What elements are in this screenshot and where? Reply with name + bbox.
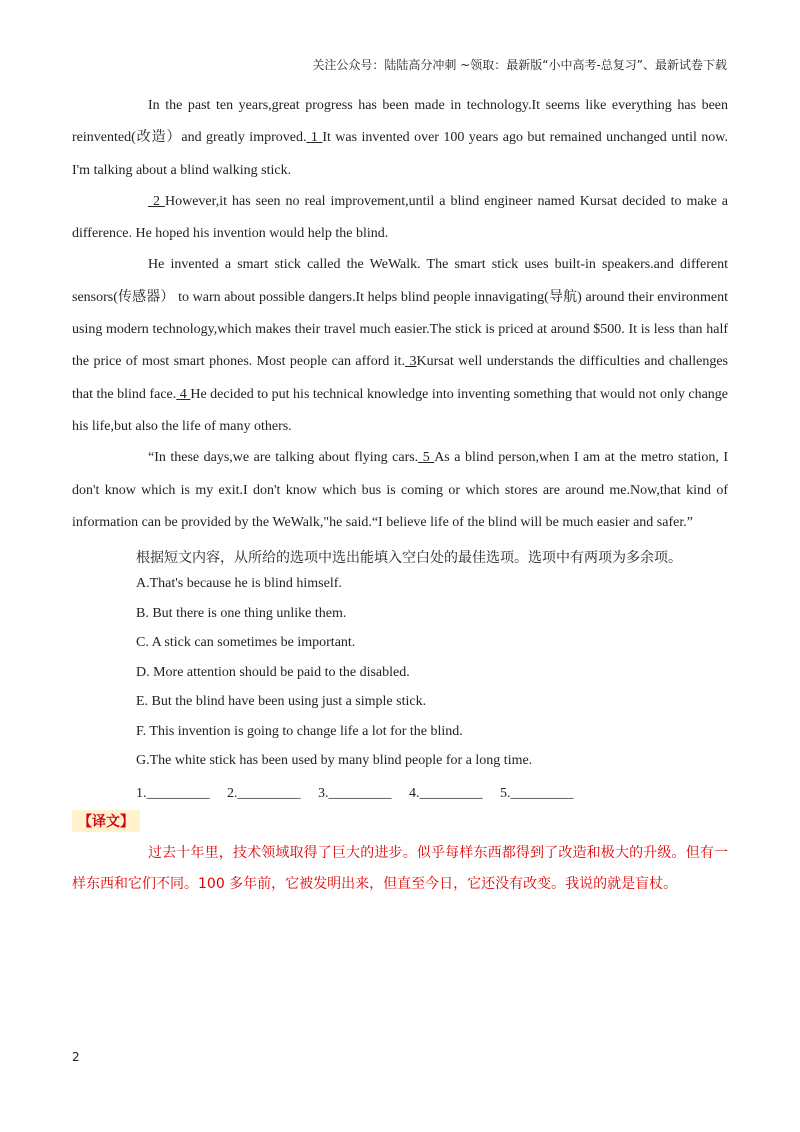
answer-blanks [72,779,728,808]
blank-5: 5 [422,450,430,466]
option-c: C. A stick can sometimes be important. [136,635,356,651]
answer-blank-3[interactable]: 3._________ [318,785,392,801]
option-a: A.That's because he is blind himself. [136,576,342,592]
options-list [72,569,728,776]
page-number: 2 [72,1050,80,1064]
p3-text-b: Kursat well understands the difficulties and challenges that the blind face. [72,354,729,402]
option-d: D. More attention should be paid to the disabled. [136,664,410,680]
paragraph-4 [72,442,728,539]
blank-1: 1 [310,130,318,146]
document-body [72,90,728,900]
option-b: B. But there is one thing unlike them. [136,605,347,621]
option-f: F. This invention is going to change life a lot for the blind. [136,723,463,739]
p3-text-a: He invented a smart stick called the WeWalk. The smart stick uses built-in speakers.and different sensors(传感器） to warn about possible dangers.It helps blind people innavigating(导航) around their environment using modern technology,which makes their travel much easier.The stick is priced at around $500. It is less than half the price of most smart phones. Most people can afford it. [72,257,728,370]
blank-4: 4 [179,386,187,402]
option-e: E. But the blind have been using just a simple stick. [136,694,427,710]
translation-label: 【译文】 [72,810,140,832]
blank-3: 3 [409,354,417,370]
answer-blank-5[interactable]: 5._________ [500,785,574,801]
p3-text-c: He decided to put his technical knowledge into inventing something that would not only change his life,but also the life of many others. [72,386,729,434]
p1-text-a: In the past ten years,great progress has been made in technology.It seems like everything has been reinvented(改造）and greatly improved. [72,98,728,146]
paragraph-3 [72,249,728,443]
translation-text: 过去十年里，技术领域取得了巨大的进步。似乎每样东西都得到了改造和极大的升级。但有一样东西和它们不同。100 多年前，它被发明出来，但直至今日，它还没有改变。我说的就是盲杖。 [72,844,728,892]
blank-2: 2 [153,193,160,209]
p4-text-b: As a blind person,when I am at the metro station, I don't know which is my exit.I don't know which bus is coming or which stores are around me.Now,that kind of information can be provided by the WeWalk,"he said.“I believe life of the blind will be much easier and safer.” [72,450,729,530]
option-g: G.The white stick has been used by many blind people for a long time. [136,753,533,769]
answer-blank-4[interactable]: 4._________ [409,785,483,801]
p4-text-a: “In these days,we are talking about flying cars. [148,450,419,466]
paragraph-2 [72,186,728,251]
answer-blank-2[interactable]: 2._________ [227,785,301,801]
instruction: 根据短文内容，从所给的选项中选出能填入空白处的最佳选项。选项中有两项为多余项。 [136,550,682,567]
answer-blank-1[interactable]: 1._________ [136,785,210,801]
p1-text-b: It was invented over 100 years ago but remained unchanged until now. I'm talking about a blind walking stick. [72,130,729,178]
page-header: 关注公众号：陆陆高分冲刺 ~领取：最新版“小中高考-总复习”、最新试卷下载 [312,58,727,72]
p2-text: However,it has seen no real improvement,until a blind engineer named Kursat decided to make a difference. He hoped his invention would help the blind. [72,193,729,242]
paragraph-1 [72,90,728,187]
